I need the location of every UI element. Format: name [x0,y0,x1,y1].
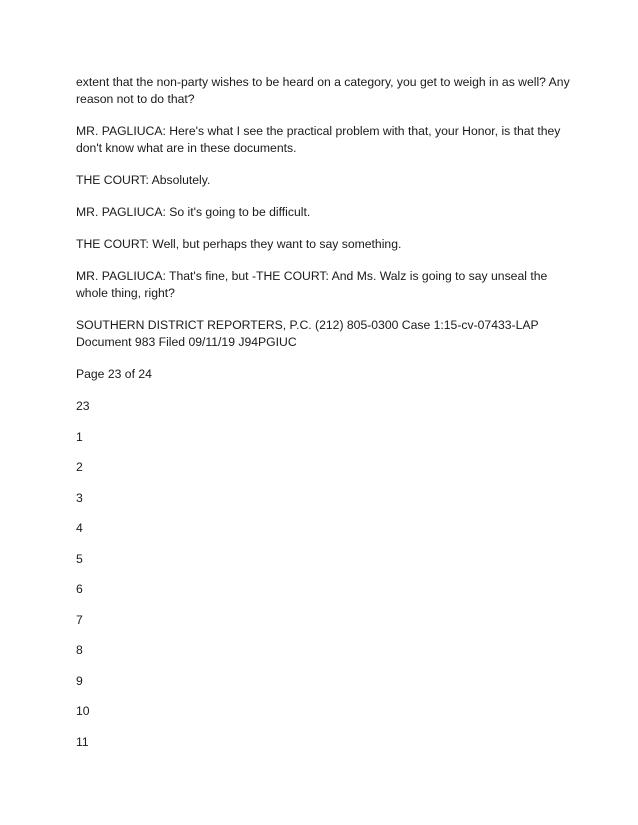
transcript-paragraph: THE COURT: Absolutely. [76,173,211,187]
transcript-paragraph: MR. PAGLIUCA: That's fine, but -THE COURT: And Ms. Walz is going to say unseal the whole thing, right? [76,269,548,300]
line-number: 3 [76,490,83,505]
reporter-header: SOUTHERN DISTRICT REPORTERS, P.C. (212) 805-0300 Case 1:15-cv-07433-LAP Document 983 Filed 09/11/19 J94PGIUC [76,318,539,349]
transcript-paragraph: MR. PAGLIUCA: Here's what I see the practical problem with that, your Honor, is that they don't know what are in these documents. [76,124,561,155]
line-number: 10 [76,704,90,718]
page-indicator: Page 23 of 24 [76,367,152,381]
line-number: 1 [76,429,83,444]
line-number: 4 [76,521,83,535]
line-number: 11 [76,734,89,749]
line-number: 8 [76,643,83,657]
line-number: 7 [76,612,83,627]
line-number: 23 [76,399,90,413]
transcript-paragraph: extent that the non-party wishes to be heard on a category, you get to weigh in as well? Any reason not to do that? [76,75,570,106]
line-number: 9 [76,673,83,688]
document-page [76,74,576,764]
line-number: 2 [76,460,83,474]
transcript-paragraph: MR. PAGLIUCA: So it's going to be difficult. [76,205,311,219]
line-number: 5 [76,551,83,566]
line-number: 6 [76,582,83,596]
transcript-paragraph: THE COURT: Well, but perhaps they want to say something. [76,237,402,251]
